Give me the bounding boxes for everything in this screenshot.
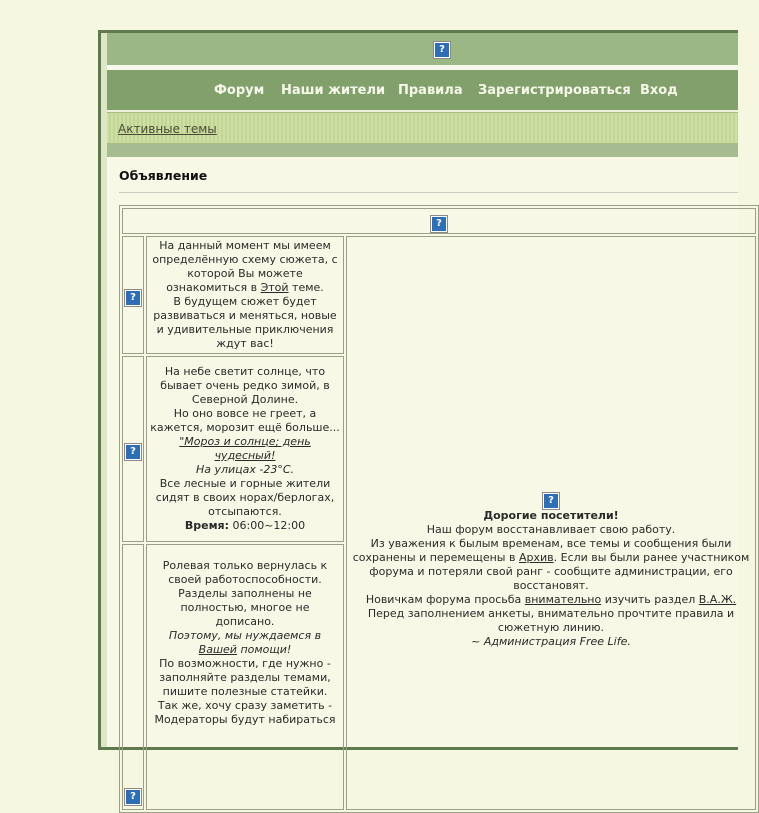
image-placeholder-icon: ? [125,789,141,805]
welcome-line: Наш форум восстанавливает свою работу. [426,523,676,536]
panel-image-cell [122,544,144,810]
weather-line: Но оно вовсе не греет, а кажется, морозит ещё больше... [150,407,340,434]
application-note: Перед заполнением анкеты, внимательно прочтите правила и сюжетную линию. [367,607,735,634]
nav-login[interactable]: Вход [640,83,678,98]
nav-residents[interactable]: Наши жители [281,83,386,98]
time-value: 06:00~12:00 [229,519,306,532]
divider [119,192,738,193]
active-topics-link[interactable]: Активные темы [118,122,217,136]
weather-line: Все лесные и горные жители сидят в своих норах/берлогах, отсыпаются. [155,477,335,518]
image-placeholder-icon: ? [125,290,141,306]
plot-future-text: В будущем сюжет будет развиваться и меняться, новые и удивительные приключения ждут вас! [153,295,337,350]
status-line: По возможности, где нужно - заполняйте разделы темами, пишите полезные статейки. [159,657,331,698]
plot-text-end: теме. [288,281,324,294]
nav-register[interactable]: Зарегистрироваться [478,83,631,98]
main-navigation [107,70,738,110]
welcome-panel [346,236,756,810]
archive-text-end: . Если вы были ранее участником форума и потеряли свой ранг - сообщите администрации, его восстановят. [369,551,750,592]
nav-forum[interactable]: Форум [214,83,265,98]
announcement-header-cell [122,208,756,234]
header-banner [107,33,738,65]
archive-link[interactable]: Архив [518,551,554,564]
archive-text: Из уважения к былым временам, все темы и сообщения были сохранены и перемещены в [352,537,732,564]
header-image-placeholder-icon: ? [434,42,450,58]
nav-rules[interactable]: Правила [398,83,463,98]
your-help-link[interactable]: Вашей [198,643,237,656]
vaj-section-link[interactable]: В.А.Ж. [698,593,737,606]
plot-topic-link[interactable]: Этой [260,281,289,294]
forum-inner [107,33,750,802]
plot-panel [146,236,344,354]
panel-image-cell [122,236,144,354]
announcement-table [119,205,759,813]
image-placeholder-icon: ? [125,444,141,460]
weather-quote-link[interactable]: "Мороз и солнце; день чудесный! [179,435,311,462]
panel-image-cell [122,356,144,542]
sub-navigation [107,112,738,144]
temperature-text: На улицах -23°С. [195,463,295,476]
welcome-greeting: Дорогие посетители! [483,509,619,522]
image-placeholder-icon: ? [543,493,559,509]
help-text: Поэтому, мы нуждаемся в [168,629,322,642]
newbie-text: Новичкам форума просьба [365,593,525,606]
announcement-section [107,157,750,802]
forum-frame [98,30,750,802]
carefully-link[interactable]: внимательно [524,593,602,606]
help-text-end: помощи! [236,643,292,656]
announcement-title: Объявление [119,168,208,183]
time-label: Время: [184,519,230,532]
status-line: Разделы заполнены не полностью, многое не дописано. [178,587,312,628]
newbie-text-mid: изучить раздел [601,593,699,606]
header-image-placeholder-icon: ? [431,216,447,232]
status-line: Так же, хочу сразу заметить - Модераторы будут набираться [154,699,336,726]
status-line: Ролевая только вернулась к своей работоспособности. [162,559,328,586]
status-panel [146,544,344,810]
weather-line: На небе светит солнце, что бывает очень редко зимой, в Северной Долине. [160,365,330,406]
plot-text: На данный момент мы имеем определённую схему сюжета, с которой Вы можете ознакомиться в [152,239,338,294]
section-gap [107,144,738,157]
admin-signature: ~ Администрация Free Life. [471,635,631,648]
weather-panel [146,356,344,542]
